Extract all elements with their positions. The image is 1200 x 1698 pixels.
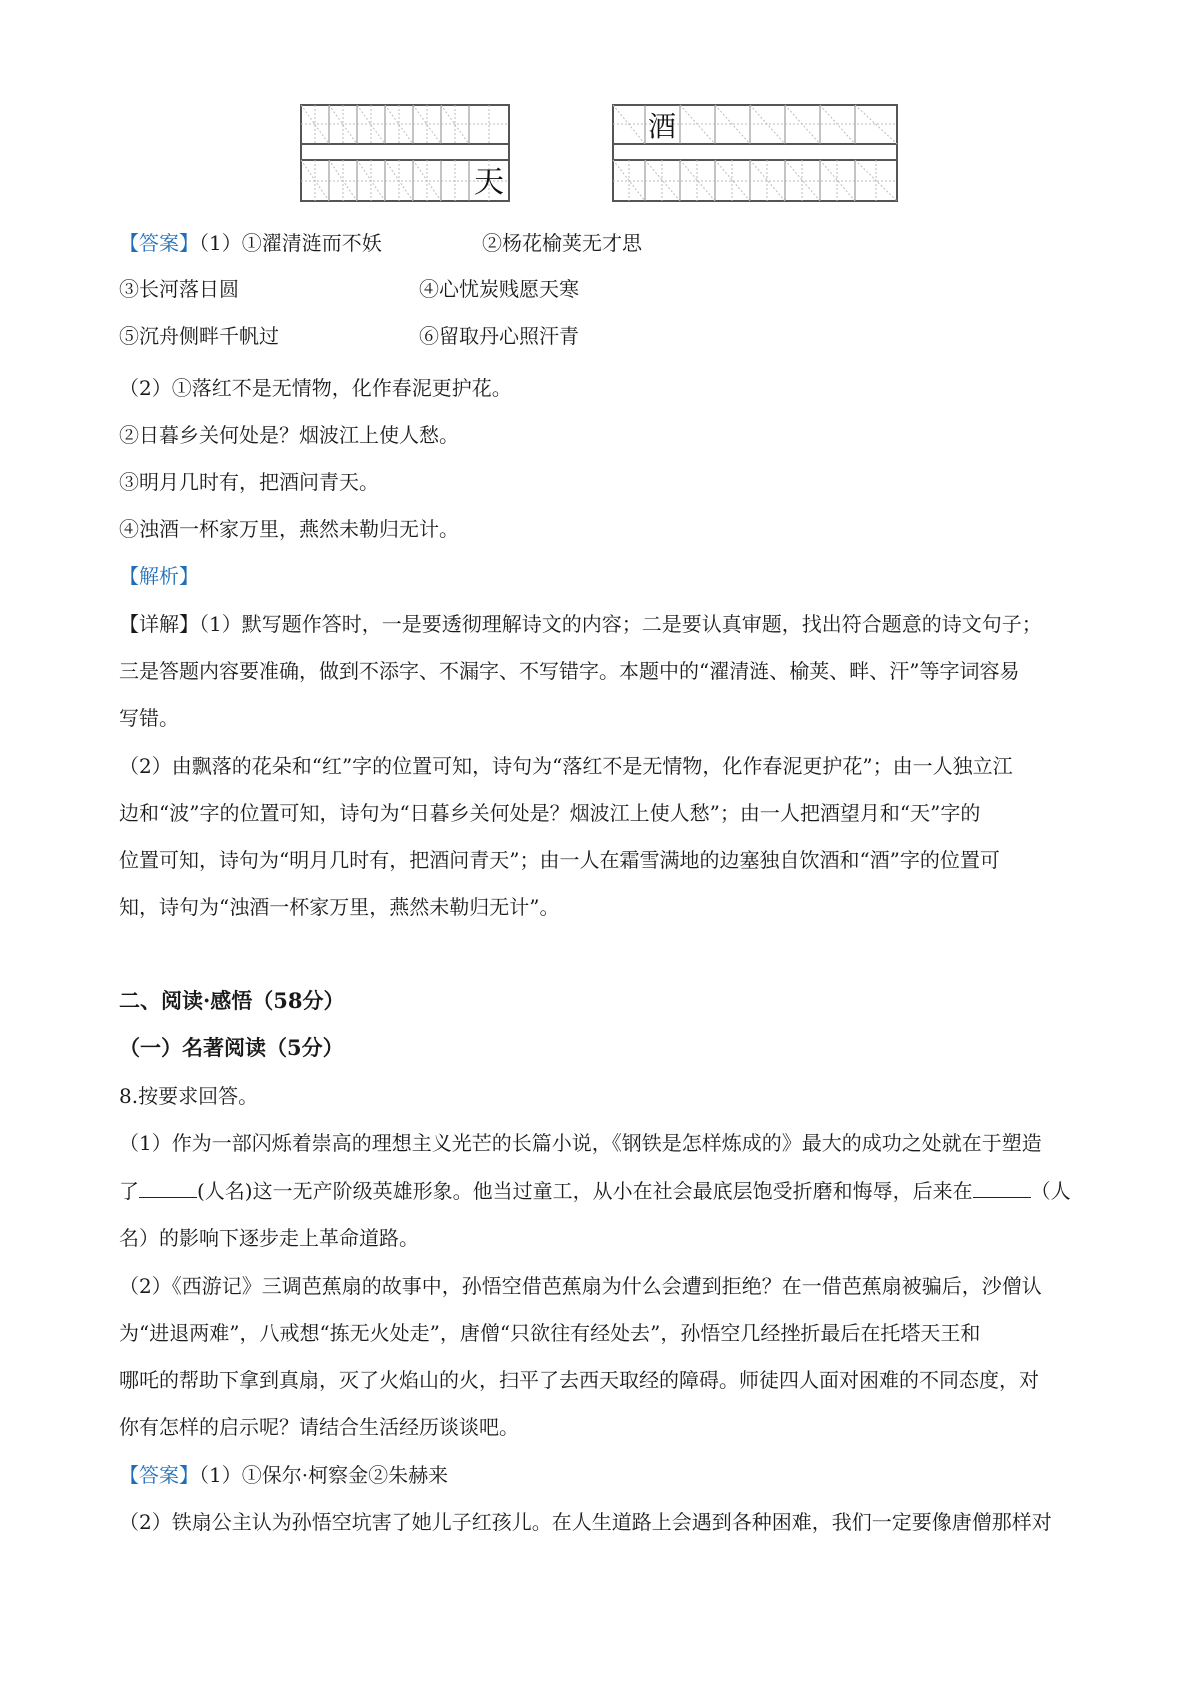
q8-p2-line: 你有怎样的启示呢？请结合生活经历谈谈吧。	[119, 1415, 519, 1439]
section-subtitle: （一）名著阅读（5分）	[119, 1035, 344, 1060]
answer-tag: 【答案】	[119, 1463, 199, 1487]
answer-item-2: ②杨花榆荚无才思	[482, 231, 642, 255]
grid-char-jiu: 酒	[647, 110, 677, 143]
q7-answer-row1: 【答案】（1）①濯清涟而不妖	[119, 231, 382, 255]
answer-p2-line: ②日暮乡关何处是？烟波江上使人愁。	[119, 423, 459, 447]
answer-p2-line: （2）①落红不是无情物，化作春泥更护花。	[119, 376, 512, 400]
fill-blank-2[interactable]	[973, 1177, 1031, 1198]
answer-item-3: ③长河落日圆	[119, 277, 239, 301]
left-writing-grid	[300, 104, 510, 202]
q8-answer-line: （2）铁扇公主认为孙悟空坑害了她儿子红孩儿。在人生道路上会遇到各种困难，我们一定要像唐僧那样对	[119, 1510, 1052, 1534]
answer-item-6: ⑥留取丹心照汗青	[419, 324, 579, 348]
answer-item-5: ⑤沉舟侧畔千帆过	[119, 324, 279, 348]
detail-line: 边和“波”字的位置可知，诗句为“日暮乡关何处是？烟波江上使人愁”；由一人把酒望月和“天”字的	[119, 801, 981, 825]
detail-line: （2）由飘落的花朵和“红”字的位置可知，诗句为“落红不是无情物，化作春泥更护花”；由一人独立江	[119, 754, 1013, 778]
q8-p1-line: 名）的影响下逐步走上革命道路。	[119, 1226, 419, 1250]
section-title: 二、阅读·感悟（58分）	[119, 988, 345, 1013]
fill-blank-1[interactable]	[139, 1177, 197, 1198]
answer-p2-line: ④浊酒一杯家万里，燕然未勒归无计。	[119, 517, 459, 541]
q8-answer-line: 【答案】（1）①保尔·柯察金②朱赫来	[119, 1463, 449, 1487]
detail-tag: 【详解】	[119, 612, 199, 636]
answer-tag: 【答案】	[119, 231, 199, 255]
detail-line: 知，诗句为“浊酒一杯家万里，燕然未勒归无计”。	[119, 895, 560, 919]
q8-p1-line: 了 (人名)这一无产阶级英雄形象。他当过童工，从小在社会最底层饱受折磨和悔辱，后来在 （人	[119, 1179, 1071, 1203]
detail-line: 位置可知，诗句为“明月几时有，把酒问青天”；由一人在霜雪满地的边塞独自饮酒和“酒”字的位置可	[119, 848, 1000, 872]
detail-line: 三是答题内容要准确，做到不添字、不漏字、不写错字。本题中的“濯清涟、榆荚、畔、汗”等字词容易	[119, 659, 1020, 683]
q8-p2-line: 哪吒的帮助下拿到真扇，灭了火焰山的火，扫平了去西天取经的障碍。师徒四人面对困难的不同态度，对	[119, 1368, 1039, 1392]
analysis-tag: 【解析】	[119, 564, 199, 588]
grid-char-tian: 天	[474, 165, 504, 200]
q8-stem: 8.按要求回答。	[119, 1084, 259, 1108]
answer-item-1: ①濯清涟而不妖	[241, 231, 382, 255]
right-writing-grid	[612, 104, 898, 202]
answer-p2-line: ③明月几时有，把酒问青天。	[119, 470, 379, 494]
q8-p1-line: （1）作为一部闪烁着崇高的理想主义光芒的长篇小说，《钢铁是怎样炼成的》最大的成功之处就在于塑造	[119, 1131, 1042, 1155]
detail-line: 写错。	[119, 706, 179, 730]
detail-line: 【详解】（1）默写题作答时，一是要透彻理解诗文的内容；二是要认真审题，找出符合题意的诗文句子；	[119, 612, 1042, 636]
q8-p2-line: 为“进退两难”，八戒想“拣无火处走”，唐僧“只欲往有经处去”，孙悟空几经挫折最后在托塔天王和	[119, 1321, 981, 1345]
q8-p2-line: （2）《西游记》三调芭蕉扇的故事中，孙悟空借芭蕉扇为什么会遭到拒绝？在一借芭蕉扇被骗后，沙僧认	[119, 1274, 1042, 1298]
answer-item-4: ④心忧炭贱愿天寒	[419, 277, 579, 301]
